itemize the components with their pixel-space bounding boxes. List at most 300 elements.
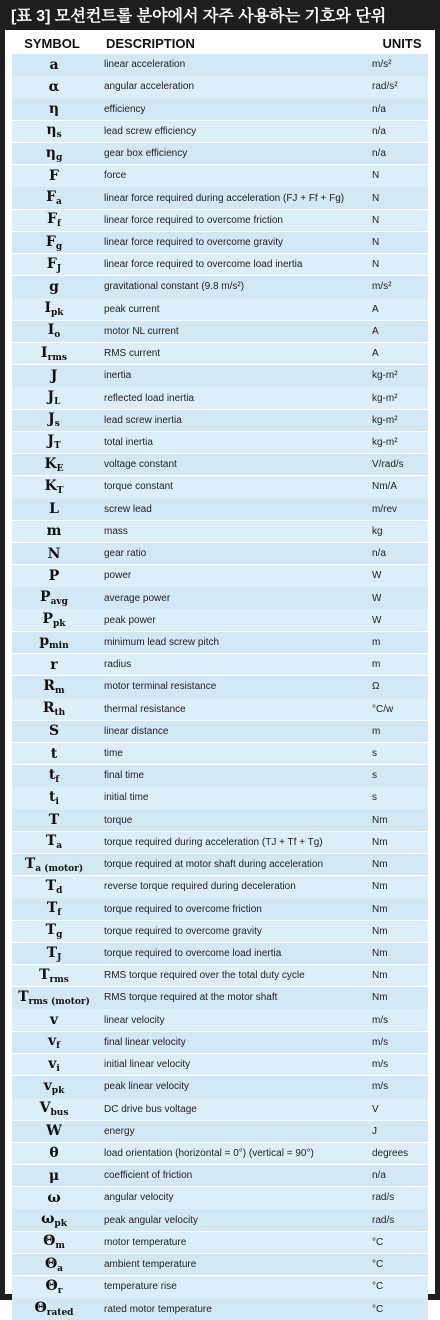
symbol-subscript: f: [56, 1041, 60, 1052]
symbol-subscript: E: [56, 463, 64, 474]
symbol-main: T: [48, 812, 60, 829]
symbol-cell: [12, 1145, 96, 1161]
symbol-main: v: [49, 1012, 59, 1029]
symbol-cell: [12, 856, 96, 874]
table-row: [12, 587, 428, 609]
symbol-cell: [12, 145, 96, 163]
description-cell: linear force required during acceleration (FJ + Ff + Fg): [104, 192, 345, 204]
units-cell: n/a: [372, 1170, 386, 1182]
description-cell: RMS torque required at the motor shaft: [104, 992, 278, 1004]
table-row: [12, 165, 428, 187]
symbol-cell: [12, 1078, 96, 1096]
symbol-main: T: [46, 900, 58, 917]
units-cell: kg-m²: [372, 436, 398, 448]
symbol-main: R: [42, 700, 55, 717]
symbol-main: V: [39, 1100, 51, 1117]
description-cell: DC drive bus voltage: [104, 1103, 197, 1115]
symbol-main: ω: [47, 1189, 61, 1206]
table-row: [12, 676, 428, 698]
description-cell: gear ratio: [104, 548, 147, 560]
symbol-subscript: g: [55, 152, 63, 163]
symbol-cell: [12, 79, 96, 95]
units-cell: rad/s²: [372, 81, 398, 93]
symbol-subscript: rms: [47, 352, 67, 363]
units-cell: N: [372, 237, 380, 248]
description-cell: peak current: [104, 303, 160, 315]
description-cell: torque required during acceleration (TJ + Tf + Tg): [104, 836, 323, 848]
units-cell: W: [372, 570, 382, 582]
symbol-main: T: [45, 833, 57, 850]
description-cell: inertia: [104, 370, 132, 382]
symbol-cell: [12, 256, 96, 274]
symbol-subscript: i: [56, 1063, 60, 1074]
symbol-cell: [12, 1033, 96, 1051]
units-cell: m/rev: [372, 503, 397, 515]
symbol-subscript: pk: [53, 619, 66, 630]
symbol-main: Θ: [34, 1300, 47, 1316]
table-row: [12, 854, 428, 876]
table-row: [12, 1276, 428, 1298]
description-cell: peak power: [104, 614, 156, 626]
symbol-subscript: a: [56, 841, 63, 852]
table-row: [12, 321, 428, 343]
symbol-subscript: J: [56, 263, 62, 274]
symbol-main: T: [39, 966, 50, 983]
units-cell: m: [372, 636, 381, 648]
symbol-cell: [12, 322, 96, 340]
table-row: [12, 743, 428, 765]
units-cell: s: [372, 792, 377, 804]
units-cell: N: [372, 192, 380, 204]
table-row: [12, 143, 428, 165]
description-cell: reverse torque required during deceleration: [104, 881, 296, 893]
units-cell: N: [372, 170, 380, 182]
description-cell: peak linear velocity: [104, 1081, 190, 1093]
units-cell: m/s²: [372, 281, 392, 293]
units-cell: n/a: [372, 548, 386, 560]
table-row: [12, 721, 428, 743]
description-cell: torque required at motor shaft during acceleration: [104, 859, 324, 871]
figure-title: [표 3] 모션컨트롤 분야에서 자주 사용하는 기호와 단위: [11, 8, 387, 25]
description-cell: torque required to overcome friction: [104, 903, 262, 915]
symbol-main: R: [43, 677, 56, 694]
symbol-cell: [12, 345, 96, 363]
header-description: DESCRIPTION: [106, 35, 195, 51]
table-row: [12, 1098, 428, 1120]
table-row: [12, 254, 428, 276]
symbol-subscript: g: [55, 241, 63, 252]
symbol-cell: [12, 433, 96, 451]
units-cell: Nm/A: [372, 481, 397, 493]
description-cell: thermal resistance: [104, 703, 186, 715]
description-cell: linear force required to overcome gravity: [104, 237, 283, 248]
table-row: [12, 365, 428, 387]
units-cell: n/a: [372, 148, 386, 160]
symbol-subscript: pk: [51, 1085, 65, 1096]
symbol-main: Θ: [45, 1277, 58, 1294]
description-cell: final linear velocity: [104, 1036, 186, 1048]
units-cell: °C: [372, 1303, 384, 1315]
symbol-main: t: [48, 766, 56, 783]
table-row: [12, 232, 428, 254]
symbol-main: F: [46, 189, 57, 206]
units-cell: n/a: [372, 103, 386, 115]
units-cell: s: [372, 770, 377, 782]
table-row: [12, 1187, 428, 1209]
description-cell: mass: [104, 525, 128, 537]
table-row: [12, 832, 428, 854]
units-cell: m/s²: [372, 59, 392, 71]
symbol-cell: [12, 168, 96, 184]
table-row: [12, 432, 428, 454]
description-cell: gravitational constant (9.8 m/s²): [104, 281, 245, 293]
symbol-main: ω: [41, 1211, 55, 1228]
symbol-cell: [12, 478, 96, 496]
table-row: [12, 921, 428, 943]
table-row: [12, 1254, 428, 1276]
table-row: [12, 121, 428, 143]
units-cell: m/s: [372, 1036, 389, 1048]
table-row: [12, 1009, 428, 1031]
description-cell: angular acceleration: [104, 81, 195, 93]
description-cell: linear force required to overcome friction: [104, 214, 283, 226]
symbol-subscript: g: [56, 930, 63, 941]
symbol-cell: [12, 568, 96, 584]
symbol-subscript: r: [57, 1285, 63, 1296]
symbol-cell: [12, 945, 96, 963]
table-row: [12, 1121, 428, 1143]
symbol-cell: [12, 589, 96, 607]
units-cell: degrees: [372, 1147, 409, 1159]
symbol-cell: [12, 122, 96, 140]
symbol-main: N: [47, 545, 61, 562]
table-row: [12, 965, 428, 987]
units-cell: °C: [372, 1281, 384, 1293]
symbol-main: J: [47, 389, 55, 406]
description-cell: RMS torque required over the total duty cycle: [104, 970, 305, 982]
symbol-main: P: [42, 611, 53, 628]
table-row: [12, 565, 428, 587]
table-row: [12, 298, 428, 320]
symbol-subscript: f: [57, 219, 61, 230]
symbol-cell: [12, 1168, 96, 1184]
symbol-cell: [12, 611, 96, 629]
units-cell: °C: [372, 1259, 384, 1271]
symbol-main: I: [41, 344, 48, 361]
description-cell: torque constant: [104, 481, 173, 493]
table-row: [12, 187, 428, 209]
symbol-cell: [12, 411, 96, 429]
symbol-subscript: J: [57, 952, 62, 963]
symbol-main: t: [50, 745, 58, 762]
units-cell: n/a: [372, 125, 386, 137]
symbol-main: m: [46, 523, 62, 540]
symbol-main: F: [49, 167, 59, 184]
units-cell: V/rad/s: [372, 459, 404, 471]
description-cell: rated motor temperature: [104, 1303, 212, 1315]
description-cell: coefficient of friction: [104, 1170, 193, 1182]
table-row: [12, 1032, 428, 1054]
symbol-main: P: [48, 567, 60, 584]
table-row: [12, 1054, 428, 1076]
units-cell: m: [372, 659, 381, 671]
symbol-cell: [12, 700, 96, 718]
symbol-cell: [12, 1278, 96, 1296]
table-row: [12, 1232, 428, 1254]
table-row: [12, 1143, 428, 1165]
table-row: [12, 498, 428, 520]
symbol-main: a: [49, 56, 59, 73]
symbol-subscript: m: [55, 1241, 65, 1252]
symbol-cell: [12, 523, 96, 539]
symbol-main: F: [46, 255, 57, 272]
description-cell: efficiency: [104, 103, 146, 115]
symbol-cell: [12, 922, 96, 940]
symbol-cell: [12, 1211, 96, 1229]
symbol-main: J: [50, 367, 58, 384]
table-row: [12, 787, 428, 809]
symbol-main: I: [44, 300, 52, 317]
table-row: [12, 943, 428, 965]
units-cell: J: [372, 1125, 377, 1137]
units-cell: N: [372, 214, 380, 226]
units-cell: rad/s: [372, 1214, 395, 1226]
description-cell: linear distance: [104, 725, 169, 737]
description-cell: minimum lead screw pitch: [104, 636, 220, 648]
symbol-main: v: [47, 1033, 57, 1050]
table-row: [12, 476, 428, 498]
units-cell: m/s: [372, 1014, 389, 1026]
table-row: [12, 343, 428, 365]
table-row: [12, 632, 428, 654]
units-cell: Nm: [372, 859, 388, 871]
units-cell: m/s: [372, 1059, 389, 1071]
symbol-subscript: L: [54, 397, 61, 408]
symbol-subscript: s: [56, 130, 62, 141]
symbol-main: r: [50, 656, 58, 673]
description-cell: force: [104, 170, 127, 182]
symbol-subscript: m: [55, 685, 65, 696]
header-symbol: SYMBOL: [24, 35, 80, 51]
description-cell: linear velocity: [104, 1014, 165, 1026]
units-cell: Nm: [372, 948, 388, 959]
symbol-cell: [12, 368, 96, 384]
symbol-main: Θ: [43, 1233, 56, 1250]
table-row: [12, 1165, 428, 1187]
symbol-cell: [12, 456, 96, 474]
units-cell: Nm: [372, 903, 388, 915]
units-cell: kg-m²: [372, 370, 398, 382]
description-cell: motor NL current: [104, 325, 179, 337]
symbol-subscript: bus: [50, 1108, 69, 1119]
symbol-main: η: [45, 144, 56, 161]
symbol-cell: [12, 657, 96, 673]
symbol-cell: [12, 211, 96, 229]
table-header: [8, 32, 432, 54]
description-cell: torque required to overcome gravity: [104, 925, 262, 937]
symbol-main: T: [45, 877, 57, 894]
symbol-subscript: rms: [49, 974, 69, 985]
symbol-main: T: [24, 855, 36, 872]
units-cell: m/s: [372, 1081, 389, 1093]
symbol-main: J: [47, 433, 54, 450]
symbol-cell: [12, 57, 96, 73]
description-cell: radius: [104, 659, 132, 671]
symbol-subscript: rated: [46, 1308, 74, 1318]
description-cell: reflected load inertia: [104, 392, 195, 404]
units-cell: °C: [372, 1236, 384, 1248]
table-row: [12, 454, 428, 476]
symbol-main: P: [40, 589, 51, 605]
description-cell: lead screw inertia: [104, 414, 182, 426]
units-cell: Nm: [372, 925, 388, 937]
description-cell: motor temperature: [104, 1236, 187, 1248]
symbol-subscript: pk: [51, 308, 64, 319]
symbol-subscript: min: [49, 641, 69, 652]
table-row: [12, 876, 428, 898]
units-cell: kg-m²: [372, 392, 398, 404]
table-row: [12, 698, 428, 720]
units-cell: W: [372, 614, 382, 626]
symbol-cell: [12, 767, 96, 785]
symbol-main: θ: [49, 1145, 59, 1162]
description-cell: ambient temperature: [104, 1259, 197, 1271]
description-cell: voltage constant: [104, 459, 177, 471]
table-row: [12, 1298, 428, 1320]
units-cell: Nm: [372, 970, 388, 982]
symbol-cell: [12, 234, 96, 252]
table-row: [12, 898, 428, 920]
symbol-subscript: rms (motor): [28, 996, 90, 1007]
symbol-cell: [12, 633, 96, 651]
description-cell: power: [104, 570, 132, 582]
description-cell: linear force required to overcome load inertia: [104, 259, 303, 271]
description-cell: screw lead: [104, 503, 152, 515]
description-cell: temperature rise: [104, 1281, 177, 1293]
symbol-cell: [12, 1300, 96, 1318]
symbol-main: α: [48, 78, 60, 95]
symbol-cell: [12, 812, 96, 828]
symbol-main: p: [39, 633, 50, 650]
symbol-cell: [12, 678, 96, 696]
symbol-cell: [12, 189, 96, 207]
table-row: [12, 410, 428, 432]
symbol-main: Θ: [44, 1255, 58, 1272]
description-cell: peak angular velocity: [104, 1214, 198, 1226]
symbol-subscript: o: [54, 330, 61, 341]
table-panel: [5, 30, 435, 1318]
symbol-cell: [12, 723, 96, 739]
description-cell: RMS current: [104, 348, 161, 360]
symbol-main: T: [46, 944, 58, 961]
table-row: [12, 210, 428, 232]
description-cell: load orientation (horizontal = 0°) (vertical = 90°): [104, 1147, 314, 1159]
symbol-main: t: [49, 788, 56, 805]
symbol-subscript: avg: [50, 597, 68, 607]
symbol-main: K: [44, 477, 57, 494]
table-row: [12, 54, 428, 76]
symbol-cell: [12, 746, 96, 762]
units-cell: m: [372, 725, 381, 737]
description-cell: average power: [104, 592, 171, 604]
units-cell: kg-m²: [372, 414, 398, 426]
symbol-main: g: [49, 278, 59, 295]
symbol-cell: [12, 300, 96, 318]
description-cell: final time: [104, 770, 145, 782]
units-cell: Ω: [372, 681, 380, 693]
symbol-subscript: i: [55, 796, 59, 807]
units-cell: N: [372, 259, 380, 271]
symbol-main: v: [43, 1077, 52, 1094]
table-row: [12, 387, 428, 409]
table-row: [12, 609, 428, 631]
description-cell: time: [104, 748, 123, 760]
header-units: UNITS: [382, 35, 422, 51]
units-cell: V: [372, 1103, 379, 1115]
symbol-cell: [12, 1056, 96, 1074]
description-cell: energy: [104, 1125, 135, 1137]
symbol-cell: [12, 1123, 96, 1139]
symbol-subscript: d: [56, 885, 63, 896]
units-cell: Nm: [372, 814, 388, 826]
symbol-main: η: [46, 122, 57, 139]
symbol-main: L: [49, 501, 59, 518]
table-row: [12, 521, 428, 543]
units-cell: Nm: [372, 881, 388, 893]
symbol-cell: [12, 546, 96, 562]
symbol-main: η: [48, 101, 60, 118]
symbol-cell: [12, 101, 96, 117]
symbol-cell: [12, 501, 96, 517]
table-row: [12, 276, 428, 298]
table-row: [12, 76, 428, 98]
symbol-main: I: [47, 322, 55, 339]
description-cell: torque required to overcome load inertia: [104, 948, 282, 959]
units-cell: rad/s: [372, 1192, 395, 1204]
symbol-cell: [12, 989, 96, 1007]
symbol-cell: [12, 967, 96, 985]
units-cell: W: [372, 592, 382, 604]
symbol-subscript: a: [57, 1263, 64, 1274]
symbol-cell: [12, 833, 96, 851]
table-row: [12, 654, 428, 676]
symbol-main: μ: [48, 1167, 60, 1184]
symbol-subscript: T: [53, 441, 61, 452]
table-row: [12, 987, 428, 1009]
symbol-subscript: pk: [54, 1219, 67, 1230]
symbol-cell: [12, 878, 96, 896]
symbol-subscript: a: [56, 197, 62, 208]
table-body: [12, 54, 428, 1320]
table-row: [12, 98, 428, 120]
description-cell: total inertia: [104, 436, 153, 448]
table-row: [12, 1076, 428, 1098]
description-cell: linear acceleration: [104, 59, 186, 71]
symbol-cell: [12, 1100, 96, 1118]
description-cell: initial linear velocity: [104, 1059, 191, 1071]
table-row: [12, 543, 428, 565]
description-cell: gear box efficiency: [104, 148, 188, 160]
symbol-subscript: th: [54, 708, 66, 719]
symbol-cell: [12, 789, 96, 807]
symbol-cell: [12, 900, 96, 918]
units-cell: Nm: [372, 992, 388, 1004]
symbol-main: F: [47, 211, 58, 228]
symbol-cell: [12, 1256, 96, 1274]
description-cell: torque: [104, 814, 133, 826]
symbol-main: T: [45, 922, 57, 939]
description-cell: initial time: [104, 792, 149, 804]
